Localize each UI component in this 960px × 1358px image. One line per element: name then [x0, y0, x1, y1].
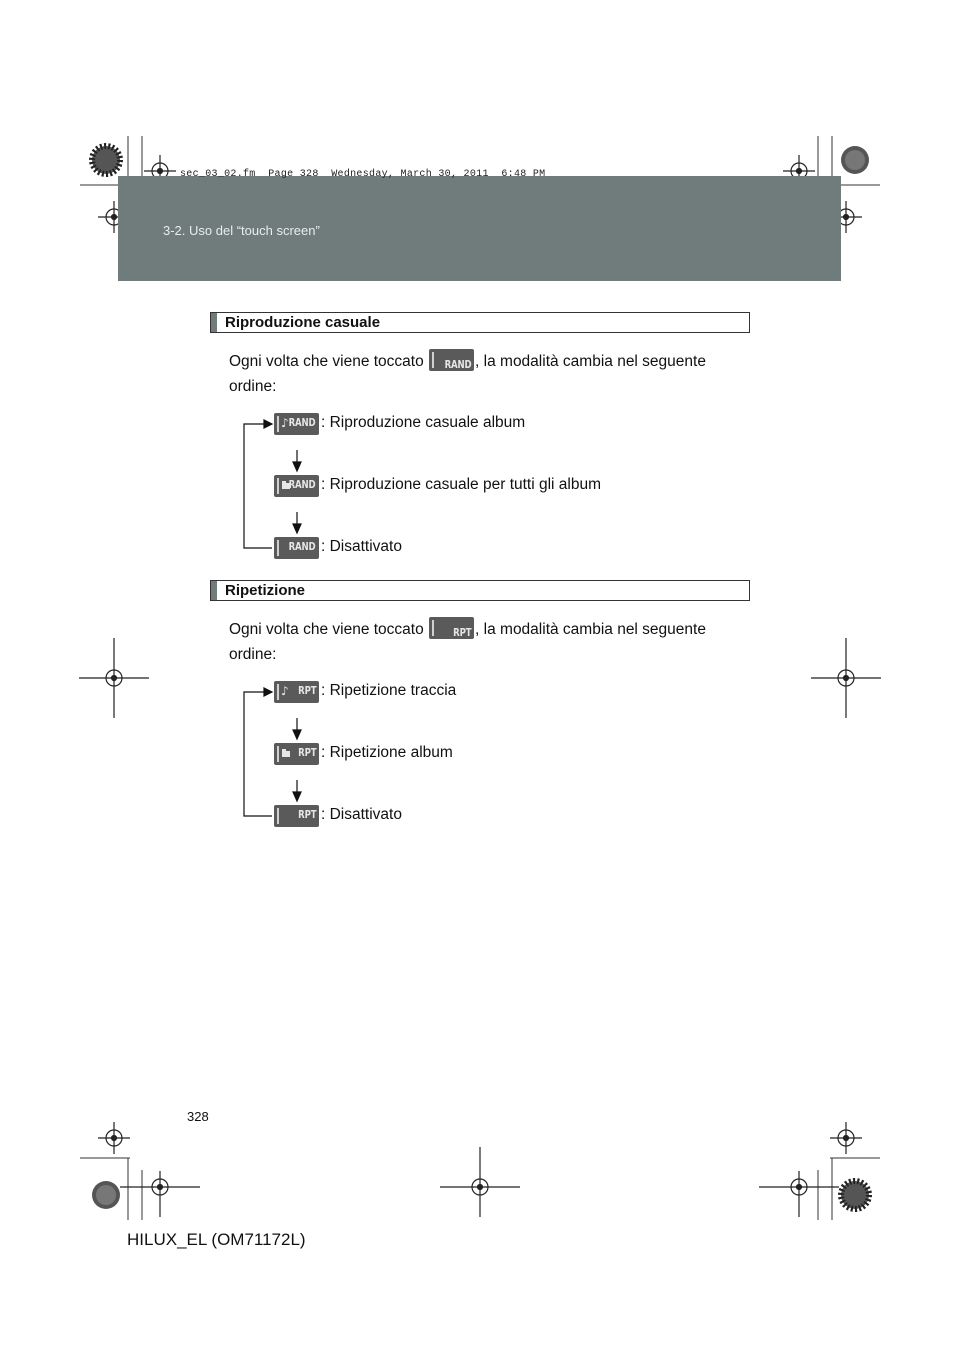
- intro-text-after: , la modalità cambia nel seguente ordine:: [229, 621, 706, 663]
- rpt-off-icon: RPT: [274, 805, 319, 827]
- mode-desc: : Disattivato: [321, 806, 402, 823]
- heading-repeat-text: Ripetizione: [225, 582, 306, 599]
- rpt-button-icon: RPT: [429, 617, 474, 639]
- note-icon: ♪ RAND: [274, 413, 319, 435]
- mode-desc: : Disattivato: [321, 538, 402, 555]
- section-title: 3-2. Uso del “touch screen”: [163, 223, 320, 238]
- rand-off-icon: RAND: [274, 537, 319, 559]
- repeat-mode-track: [274, 681, 457, 705]
- intro-text-after: , la modalità cambia nel seguente ordine:: [229, 353, 706, 395]
- mode-desc: : Riproduzione casuale per tutti gli album: [321, 476, 602, 493]
- folder-icon: RAND: [274, 475, 319, 497]
- repeat-mode-off: [274, 805, 402, 829]
- mode-desc: : Ripetizione traccia: [321, 682, 457, 699]
- intro-text-before: Ogni volta che viene toccato: [229, 353, 424, 370]
- page-number: 328: [187, 1109, 209, 1124]
- print-file-stamp: sec_03_02.fm Page 328 Wednesday, March 30, 2011 6:48 PM: [180, 169, 546, 180]
- rand-button-icon: RAND: [429, 349, 474, 371]
- repeat-mode-album: [274, 743, 453, 767]
- intro-text-before: Ogni volta che viene toccato: [229, 621, 424, 638]
- folder-icon: RPT: [274, 743, 319, 765]
- note-icon: ♪ RPT: [274, 681, 319, 703]
- heading-random-text: Riproduzione casuale: [225, 314, 381, 331]
- mode-desc: : Riproduzione casuale album: [321, 414, 526, 431]
- mode-desc: : Ripetizione album: [321, 744, 453, 761]
- footer-model: HILUX_EL (OM71172L): [127, 1230, 306, 1249]
